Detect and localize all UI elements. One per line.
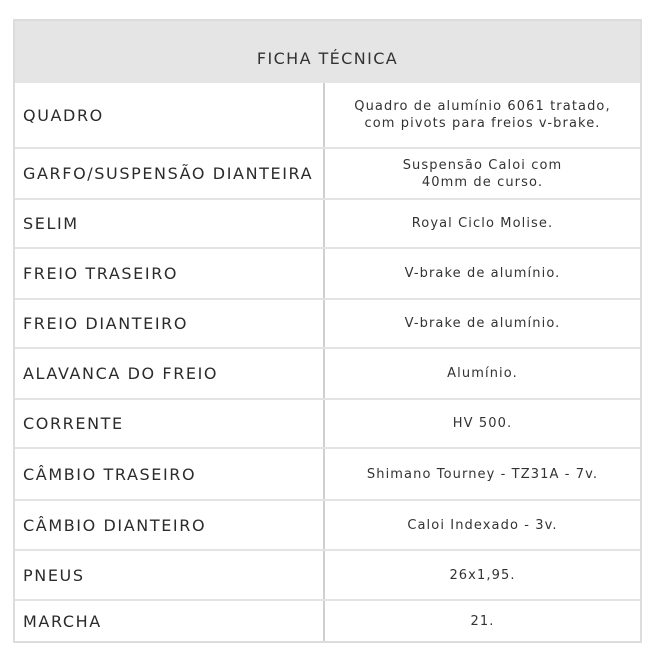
row-label-cambio-traseiro: CÂMBIO TRASEIRO bbox=[15, 449, 325, 499]
row-value-pneus: 26x1,95. bbox=[449, 567, 516, 583]
table-title: FICHA TÉCNICA bbox=[15, 21, 640, 83]
row-label-freio-traseiro: FREIO TRASEIRO bbox=[15, 249, 325, 298]
table-row bbox=[15, 551, 640, 601]
row-label-corrente: CORRENTE bbox=[15, 400, 325, 447]
row-label-pneus: PNEUS bbox=[15, 551, 325, 599]
table-row bbox=[15, 300, 640, 349]
table-row bbox=[15, 83, 640, 149]
table-row bbox=[15, 400, 640, 449]
row-label-garfo: GARFO/SUSPENSÃO DIANTEIRA bbox=[15, 149, 325, 198]
row-value-selim: Royal Ciclo Molise. bbox=[411, 216, 554, 231]
row-label-freio-dianteiro: FREIO DIANTEIRO bbox=[15, 300, 325, 347]
table-row bbox=[15, 149, 640, 200]
table-row bbox=[15, 349, 640, 400]
row-value-alavanca-freio: Alumínio. bbox=[447, 366, 518, 381]
row-value-marcha: 21. bbox=[470, 613, 495, 629]
table-row bbox=[15, 601, 640, 641]
row-label-marcha: MARCHA bbox=[15, 601, 325, 641]
row-label-alavanca-freio: ALAVANCA DO FREIO bbox=[15, 349, 325, 398]
row-value-cambio-dianteiro: Caloi Indexado - 3v. bbox=[407, 517, 558, 533]
row-label-cambio-dianteiro: CÂMBIO DIANTEIRO bbox=[15, 501, 325, 549]
row-label-selim: SELIM bbox=[15, 200, 325, 247]
spec-table bbox=[13, 19, 642, 643]
table-row bbox=[15, 501, 640, 551]
table-row bbox=[15, 200, 640, 249]
table-row bbox=[15, 249, 640, 300]
row-value-quadro: Quadro de alumínio 6061 tratado, com pivots para freios v-brake. bbox=[354, 99, 611, 131]
row-value-corrente: HV 500. bbox=[452, 416, 513, 431]
table-row bbox=[15, 449, 640, 501]
row-value-cambio-traseiro: Shimano Tourney - TZ31A - 7v. bbox=[366, 466, 599, 482]
row-value-garfo: Suspensão Caloi com 40mm de curso. bbox=[402, 157, 563, 190]
row-value-freio-dianteiro: V-brake de alumínio. bbox=[404, 316, 561, 331]
row-value-freio-traseiro: V-brake de alumínio. bbox=[404, 266, 561, 281]
row-label-quadro: QUADRO bbox=[15, 83, 325, 147]
